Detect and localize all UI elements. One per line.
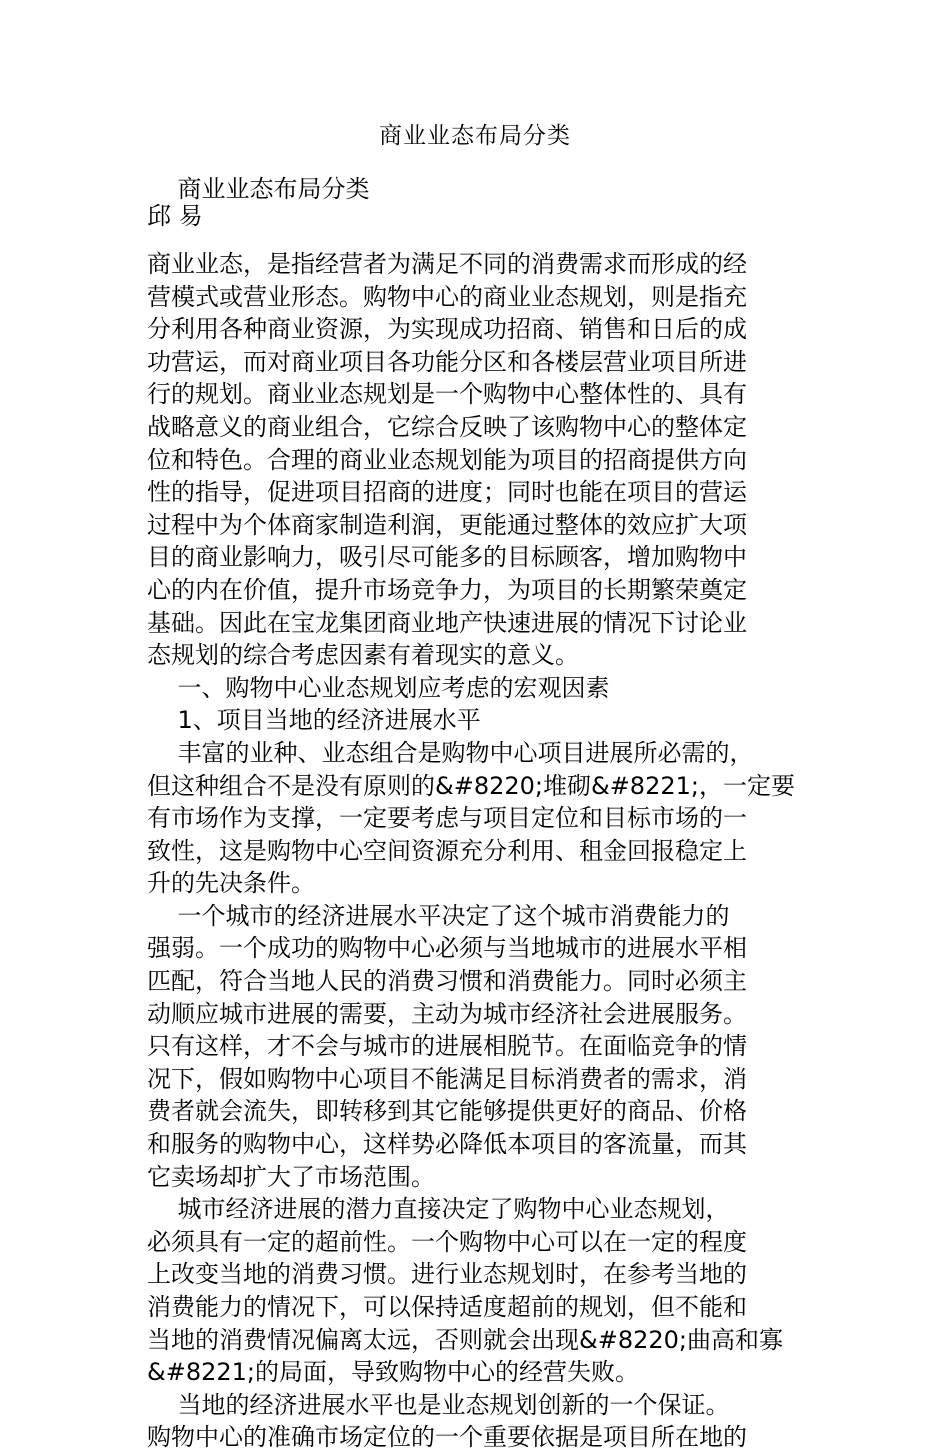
body-line: 消费能力的情况下，可以保持适度超前的规划，但不能和 [147, 1293, 747, 1321]
body-line: 况下，假如购物中心项目不能满足目标消费者的需求，消 [147, 1064, 747, 1093]
body-line: 过程中为个体商家制造利润，更能通过整体的效应扩大项 [147, 510, 747, 539]
body-line: 匹配，符合当地人民的消费习惯和消费能力。同时必须主 [147, 967, 747, 996]
body-line: 营模式或营业形态。购物中心的商业业态规划，则是指充 [147, 282, 747, 311]
body-line: 行的规划。商业业态规划是一个购物中心整体性的、具有 [147, 380, 747, 409]
body-line: 必须具有一定的超前性。一个购物中心可以在一定的程度 [147, 1227, 747, 1256]
author-name: 邱 易 [147, 202, 203, 230]
body-line: 一、购物中心业态规划应考虑的宏观因素 [147, 673, 610, 702]
body-line: 位和特色。合理的商业业态规划能为项目的招商提供方向 [147, 445, 747, 474]
body-line: 动顺应城市进展的需要，主动为城市经济社会进展服务。 [147, 999, 747, 1028]
body-line: 它卖场却扩大了市场范围。 [147, 1162, 435, 1191]
body-line: 城市经济进展的潜力直接决定了购物中心业态规划， [147, 1195, 730, 1224]
body-line: 当地的消费情况偏离太远，否则就会出现&#8220;曲高和寡 [147, 1325, 783, 1354]
body-line: 当地的经济进展水平也是业态规划创新的一个保证。 [147, 1390, 730, 1419]
body-line: 只有这样，才不会与城市的进展相脱节。在面临竞争的情 [147, 1032, 747, 1061]
body-line: 分利用各种商业资源，为实现成功招商、销售和日后的成 [147, 315, 747, 344]
body-line: 商业业态，是指经营者为满足不同的消费需求而形成的经 [147, 250, 747, 278]
body-line: 上改变当地的消费习惯。进行业态规划时，在参考当地的 [147, 1260, 747, 1289]
body-line: 强弱。一个成功的购物中心必须与当地城市的进展水平相 [147, 934, 747, 963]
document-body [147, 248, 797, 1454]
body-line: 目的商业影响力，吸引尽可能多的目标顾客，增加购物中 [147, 543, 747, 572]
body-line: 一个城市的经济进展水平决定了这个城市消费能力的 [147, 901, 730, 930]
body-line: &#8221;的局面，导致购物中心的经营失败。 [147, 1358, 639, 1387]
document-title: 商业业态布局分类 [379, 123, 571, 149]
body-line: 性的指导，促进项目招商的进度；同时也能在项目的营运 [147, 478, 747, 507]
body-line: 战略意义的商业组合，它综合反映了该购物中心的整体定 [147, 412, 747, 441]
body-line: 费者就会流失，即转移到其它能够提供更好的商品、价格 [147, 1097, 747, 1126]
body-line: 和服务的购物中心，这样势必降低本项目的客流量，而其 [147, 1130, 747, 1159]
body-line: 但这种组合不是没有原则的&#8220;堆砌&#8221;，一定要 [147, 771, 795, 800]
body-line: 购物中心的准确市场定位的一个重要依据是项目所在地的 [147, 1423, 747, 1452]
body-line: 致性，这是购物中心空间资源充分利用、租金回报稳定上 [147, 836, 747, 865]
body-line: 基础。因此在宝龙集团商业地产快速进展的情况下讨论业 [147, 608, 747, 637]
body-line: 功营运，而对商业项目各功能分区和各楼层营业项目所进 [147, 347, 747, 376]
body-line: 升的先决条件。 [147, 869, 315, 898]
document-subtitle: 商业业态布局分类 [147, 175, 370, 203]
body-line: 心的内在价值，提升市场竞争力，为项目的长期繁荣奠定 [147, 575, 747, 604]
body-line: 态规划的综合考虑因素有着现实的意义。 [147, 641, 579, 670]
body-line: 有市场作为支撑，一定要考虑与项目定位和目标市场的一 [147, 804, 747, 833]
body-line: 1、项目当地的经济进展水平 [147, 706, 481, 735]
body-line: 丰富的业种、业态组合是购物中心项目进展所必需的， [147, 738, 754, 767]
